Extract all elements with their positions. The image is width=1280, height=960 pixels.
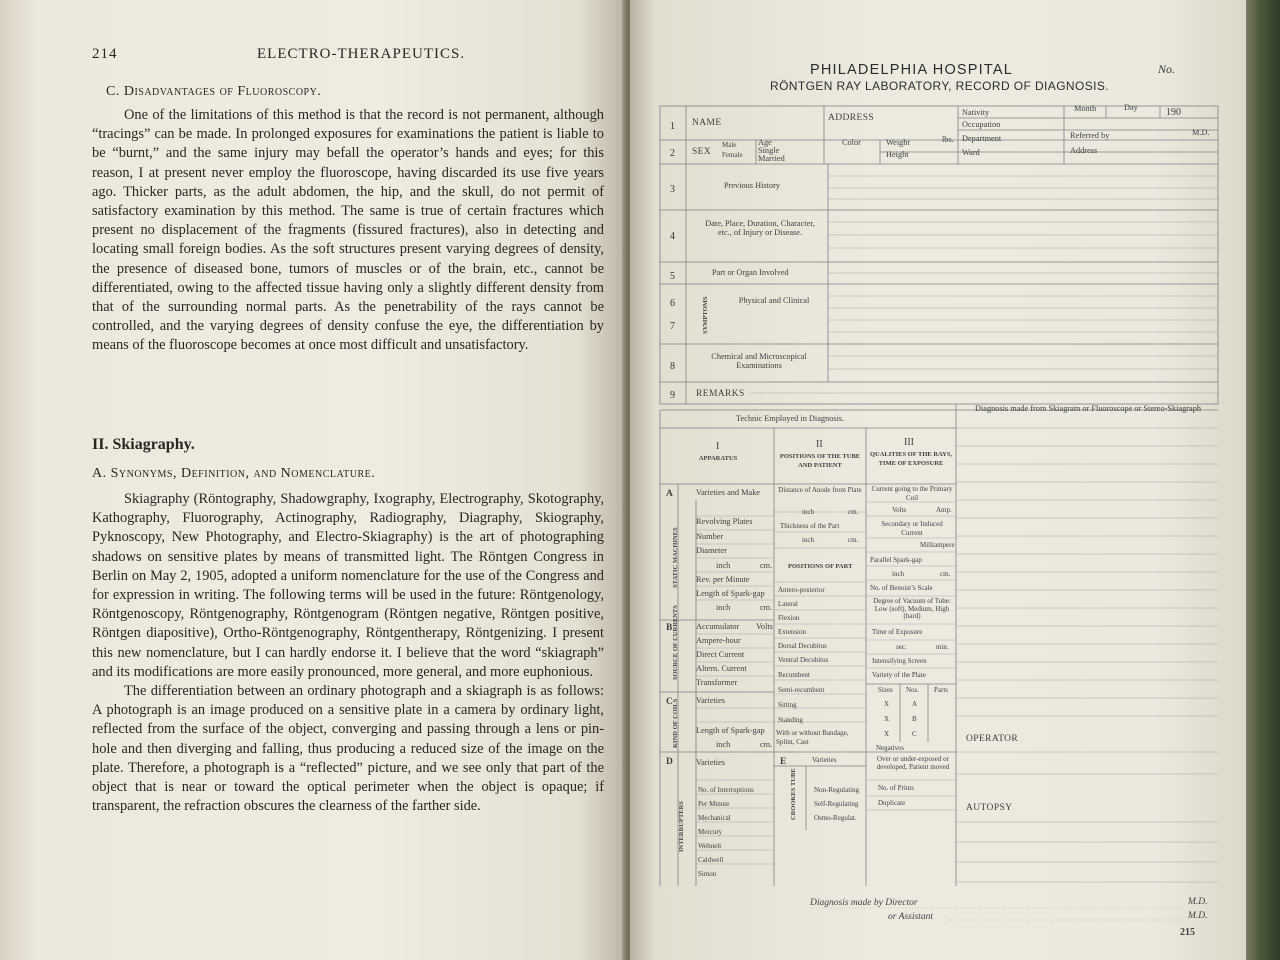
- coil-item: Length of Spark-gap: [696, 726, 765, 735]
- ward-label: Ward: [962, 148, 980, 157]
- technic-heading: Technic Employed in Diagnosis.: [736, 414, 845, 423]
- row-number: 2: [670, 148, 675, 159]
- tube-item: Non-Regulating: [814, 786, 860, 794]
- name-label: NAME: [692, 118, 722, 128]
- ray-item: Sizes: [878, 686, 893, 694]
- position-item: Thickness of the Part: [780, 522, 840, 530]
- col2-title: POSITIONS OF THE TUBE AND PATIENT: [779, 453, 861, 469]
- operator-label: OPERATOR: [966, 734, 1019, 744]
- ray-item: X: [884, 715, 890, 723]
- right-page-number: 215: [1180, 927, 1195, 938]
- static-machines-label: STATIC MACHINES: [672, 527, 679, 588]
- section-a-heading: A. Synonyms, Definition, and Nomenclature.: [92, 466, 376, 481]
- diagnosis-heading: Diagnosis made from Skiagram or Fluoroscope or Stereo-Skiagraph: [974, 404, 1202, 413]
- referred-by-label: Referred by: [1070, 131, 1110, 140]
- ray-item: C: [912, 730, 917, 738]
- section-a-paragraph-1: Skiagraphy (Röntography, Shadowgraphy, Ixography, Electrography, Skotography, Kathography, Fluorography, Actinography, Radiography, Diagraphy, Skiography, Pyknoscopy, New Photography, and Electro-Skiagraphy) is the art of photographing shadows on sensitive plates by means of transmitted light. The Röntgen Congress in Berlin on May 2, 1905, adopted a uniform nomenclature for the use of the Congress and for expression in writing. The following terms will be used in the future: Röntgenology, Röntgenoscopy, Röntgenography, Röntgenogram (Röntgen negative, Röntgen positive, Röntgen diapositive), Ortho-Röntgenography, Röntgentherapy, Röntgenizing. I present this new nomenclature, but I can hardly endorse it. I believe that the word “skiagraph” and its modifications are more easily pronounced, more general, and more euphonious.: [92, 491, 604, 680]
- row-number: 5: [670, 271, 675, 282]
- ray-item: Degree of Vacuum of Tube: Low (soft), Medium, High (hard): [873, 597, 951, 620]
- ray-item: Duplicate: [878, 799, 906, 807]
- section-a-paragraph-2: The differentiation between an ordinary photograph and a skiagraph is as follows: A photograph is an image produced on a sensitive plate in a camera by ordinary light, reflected from the surface of the object, converging and passing through a lens or pin-hole and then diverging and falling, thus producing a reduced size of the image on the plate. Therefore, a photograph is a “reflected” picture, and we see only that part of the object that is near or toward the optical perimeter when the object is opaque; if transparent, the refraction obscures the clearness of the farther side.: [92, 683, 604, 815]
- current-item: Accumulator: [696, 622, 740, 631]
- apparatus-item: cm.: [760, 603, 773, 612]
- part-organ-label: Part or Organ Involved: [712, 268, 789, 277]
- right-page-form: [630, 0, 1246, 960]
- ray-item: Over or under-exposed or developed, Patient moved: [876, 755, 950, 771]
- position-item: Lateral: [778, 600, 798, 608]
- section-c-paragraph: One of the limitations of this method is that the record is not permanent, although “tracings” can be made. In prolonged exposures for examinations the patient is liable to be “burnt,” and the same injury may befall the operator’s hands and eyes; for this reason, I at present never employ the fluoroscope, having discarded its use five years ago. Thicker parts, as the adult abdomen, the hip, and the skull, do not permit of satisfactory examination by this method. The same is true of certain fractures which present no displacement of the fragments (fissured fractures), also in detecting and locating small foreign bodies. As the soft structures present varying degrees of density, the presence of diseased bone, tumors of muscles or of the brain, etc., cannot be differentiated, owing to the affected tissue having only a slightly different density from that of the surrounding normal parts. As the penetrability of the rays cannot be controlled, and the varying degrees of density confuse the eye, the differentiation by means of the fluoroscope becomes at once most difficult and unsatisfactory.: [92, 107, 604, 354]
- left-page: [0, 0, 628, 960]
- book-cover-edge: [1246, 0, 1280, 960]
- symptoms-label: SYMPTOMS: [702, 296, 709, 334]
- kind-coils-label: KIND OF COILS: [672, 698, 679, 748]
- row-number: 3: [670, 184, 675, 195]
- month-label: Month: [1074, 104, 1097, 113]
- tube-item: Osmo-Regulat.: [814, 814, 857, 822]
- interrupter-item: Simon: [698, 870, 717, 878]
- section-a-letter: A: [666, 489, 674, 499]
- interrupter-item: Mercury: [698, 828, 723, 836]
- occupation-label: Occupation: [962, 120, 1001, 129]
- apparatus-item: inch: [716, 561, 731, 570]
- physical-clinical-label: Physical and Clinical: [738, 296, 810, 305]
- address-2-label: Address: [1070, 146, 1098, 155]
- coil-item: inch: [716, 740, 731, 749]
- interrupter-item: No. of Interruptions: [698, 786, 754, 794]
- form-number-label: No.: [1158, 62, 1176, 76]
- section-c-heading: C. Disadvantages of Fluoroscopy.: [106, 84, 322, 99]
- ray-item: Time of Exposure: [872, 628, 923, 636]
- remarks-label: REMARKS: [696, 389, 745, 399]
- position-item: Antero-posterior: [778, 586, 825, 594]
- section-d-letter: D: [666, 757, 674, 767]
- height-label: Height: [886, 150, 909, 159]
- signature-director: Diagnosis made by Director: [810, 898, 918, 908]
- col3-title: QUALITIES OF THE RAYS, TIME OF EXPOSURE: [869, 451, 953, 467]
- apparatus-item: Varieties and Make: [696, 488, 761, 497]
- row-number: 9: [670, 390, 675, 401]
- row-number: 4: [670, 231, 675, 242]
- autopsy-label: AUTOPSY: [966, 803, 1013, 813]
- interrupter-item: Per Minute: [698, 800, 730, 808]
- section-a-text: [92, 490, 604, 816]
- col2-num: II: [816, 439, 823, 450]
- md-director: M.D.: [1188, 897, 1208, 907]
- source-currents-label: SOURCE OF CURRENTS: [672, 605, 679, 680]
- position-item: Ventral Decubitus: [778, 656, 829, 664]
- sex-label: SEX: [692, 147, 712, 157]
- position-item: cm.: [848, 536, 859, 544]
- single-label: Single: [758, 146, 780, 155]
- position-item: Dorsal Decubitus: [778, 642, 827, 650]
- apparatus-item: inch: [716, 603, 731, 612]
- interrupter-item: Mechanical: [698, 814, 731, 822]
- row-number: 7: [670, 321, 675, 332]
- section-c-letter: C: [666, 697, 674, 707]
- ray-item: inch: [892, 570, 905, 578]
- position-item: Recumbent: [778, 671, 810, 679]
- section-b-letter: B: [666, 623, 673, 633]
- position-item: Standing: [778, 716, 803, 724]
- age-label: Age: [758, 138, 772, 147]
- current-item: Ampere-hour: [696, 636, 741, 645]
- married-label: Married: [758, 154, 785, 163]
- md-assistant: M.D.: [1188, 911, 1208, 921]
- col1-num: I: [716, 441, 720, 452]
- position-item: Distance of Anode from Plate: [778, 486, 862, 494]
- ray-item: A: [912, 700, 918, 708]
- year-label: 190: [1166, 107, 1181, 118]
- ray-item: Volts: [892, 506, 907, 514]
- position-item: With or without Bandage, Splint, Cast: [776, 729, 849, 746]
- ray-item: Nos.: [906, 686, 920, 694]
- tube-item: Self-Regulating: [814, 800, 859, 808]
- position-item: Semi-recumbent: [778, 686, 825, 694]
- ray-item: Variety of the Plate: [872, 671, 926, 679]
- ray-item: Secondary or Induced Current: [881, 520, 943, 537]
- section-ii-heading: II. Skiagraphy.: [92, 436, 195, 453]
- tube-item: Varieties: [812, 756, 837, 764]
- position-item: Sitting: [778, 701, 797, 709]
- nativity-label: Nativity: [962, 108, 990, 117]
- position-item: Extension: [778, 628, 806, 636]
- ray-item: min.: [936, 643, 949, 651]
- previous-history-label: Previous History: [724, 181, 781, 190]
- interrupter-item: Wehnelt: [698, 842, 722, 850]
- ray-item: Milliampere: [920, 541, 955, 549]
- left-page-number: 214: [92, 46, 118, 62]
- male-label: Male: [722, 141, 737, 149]
- ray-item: No. of Prints: [878, 784, 914, 792]
- coil-item: Varieties: [696, 696, 726, 705]
- color-label: Color: [842, 138, 861, 147]
- apparatus-item: Rev. per Minute: [696, 575, 750, 584]
- running-head-title: ELECTRO-THERAPEUTICS.: [257, 46, 466, 62]
- apparatus-item: Diameter: [696, 546, 727, 555]
- interrupters-label: INTERRUPTERS: [678, 801, 685, 852]
- position-item: Flexion: [778, 614, 800, 622]
- ray-item: No. of Benoist’s Scale: [870, 584, 933, 592]
- lbs-label: lbs.: [942, 135, 954, 144]
- coil-item: cm.: [760, 740, 773, 749]
- weight-label: Weight: [886, 138, 910, 147]
- interrupter-item: Caldwell: [698, 856, 724, 864]
- col1-title: APPARATUS: [698, 455, 738, 462]
- running-head: [92, 46, 604, 66]
- section-c-text: [92, 106, 604, 356]
- position-item: inch: [802, 536, 815, 544]
- apparatus-item: Number: [696, 532, 724, 541]
- department-label: Department: [962, 134, 1002, 143]
- current-item: Altern. Current: [696, 664, 747, 673]
- crookes-tube-label: CROOKES TUBE: [790, 768, 797, 820]
- ray-item: X: [884, 700, 890, 708]
- ray-item: cm.: [940, 570, 951, 578]
- ray-item: X: [884, 730, 890, 738]
- col3-num: III: [904, 437, 914, 448]
- form-subtitle: RÖNTGEN RAY LABORATORY, RECORD OF DIAGNOSIS.: [770, 79, 1109, 93]
- position-item: cm.: [848, 508, 859, 516]
- apparatus-item: Revolving Plates: [696, 517, 753, 526]
- apparatus-item: cm.: [760, 561, 773, 570]
- ray-item: Current going to the Primary Coil: [871, 485, 953, 502]
- ray-item: B: [912, 715, 917, 723]
- ray-item: Negatives: [876, 744, 904, 752]
- row-number: 8: [670, 361, 675, 372]
- row-number: 6: [670, 298, 675, 309]
- interrupter-item: Varieties: [696, 758, 726, 767]
- signature-assistant: or Assistant: [888, 912, 933, 922]
- ray-item: sec.: [896, 643, 907, 651]
- ray-item: Intensifying Screen: [872, 657, 927, 665]
- position-item: POSITIONS OF PART: [788, 563, 853, 570]
- section-e-letter: E: [780, 757, 787, 767]
- address-label: ADDRESS: [828, 113, 875, 123]
- chemical-label: Chemical and Microscopical Examinations: [711, 352, 807, 370]
- form-title: PHILADELPHIA HOSPITAL: [810, 62, 1014, 78]
- md-label: M.D.: [1192, 128, 1210, 137]
- position-item: inch: [802, 508, 815, 516]
- day-label: Day: [1124, 103, 1138, 112]
- row-number: 1: [670, 121, 675, 132]
- ray-item: Amp.: [936, 506, 952, 514]
- ray-item: Parallel Spark-gap: [870, 556, 922, 564]
- apparatus-item: Length of Spark-gap: [696, 589, 765, 598]
- current-item: Direct Current: [696, 650, 745, 659]
- current-item: Transformer: [696, 678, 738, 687]
- female-label: Female: [722, 151, 743, 159]
- injury-label: Date, Place, Duration, Character, etc., of Injury or Disease.: [705, 219, 815, 237]
- ray-item: Parts: [934, 686, 948, 694]
- current-item: Volts: [756, 622, 773, 631]
